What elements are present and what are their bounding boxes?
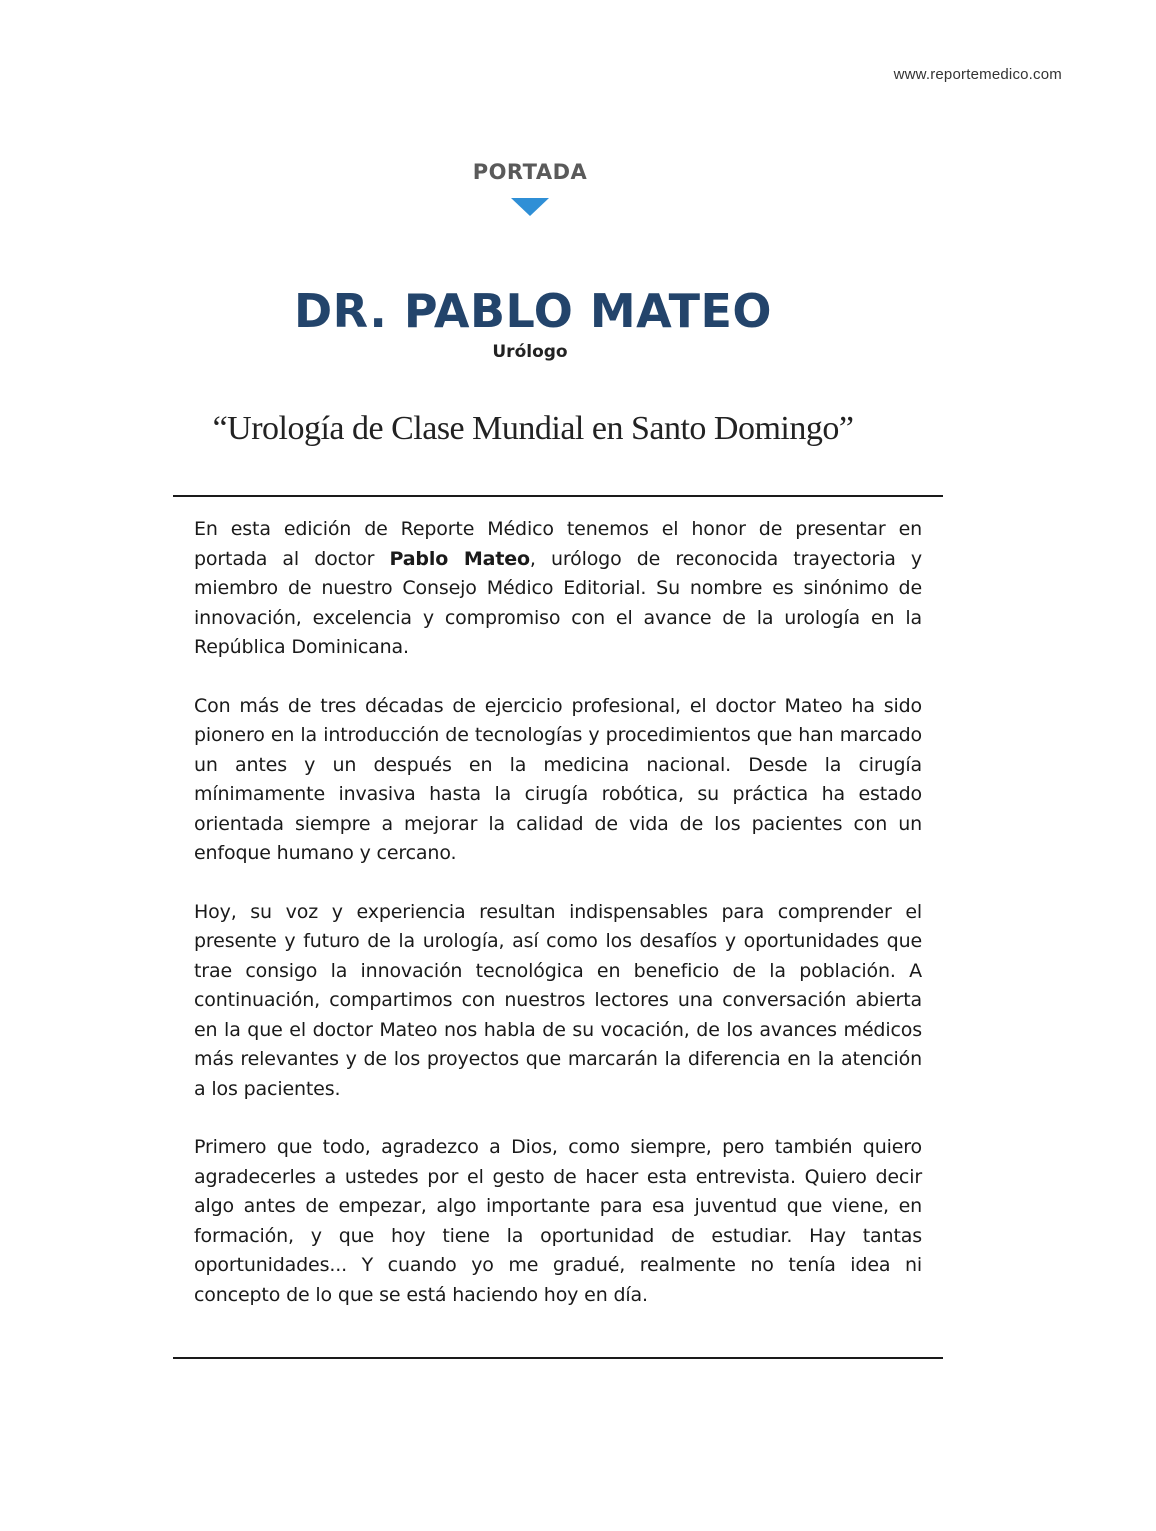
article-paragraph-2: Con más de tres décadas de ejercicio profesional, el doctor Mateo ha sido pionero en la introducción de tecnologías y procedimientos que han marcado un antes y un después en la medicina nacional. Desde la cirugía mínimamente invasiva hasta la cirugía robótica, su práctica ha estado orientada siempre a mejorar la calidad de vida de los pacientes con un enfoque humano y cercano. <box>194 694 922 864</box>
page-title: DR. PABLO MATEO <box>293 284 773 338</box>
p1-bold-name: Pablo Mateo <box>389 547 530 570</box>
site-url[interactable]: www.reportemedico.com <box>893 66 1062 83</box>
section-label: PORTADA <box>472 160 588 184</box>
article-body <box>194 515 922 1339</box>
p1-text-before: En esta edición de Reporte Médico tenemos el honor de presentar en portada al doctor <box>194 518 922 570</box>
article-paragraph-4: Primero que todo, agradezco a Dios, como siempre, pero también quiero agradecerles a ustedes por el gesto de hacer esta entrevista. Quiero decir algo antes de empezar, algo importante para esa juventud que viene, en formación, y que hoy tiene la oportunidad de estudiar. Hay tantas oportunidades... Y cuando yo me gradué, realmente no tenía idea ni concepto de lo que se está haciendo hoy en día. <box>194 1136 922 1306</box>
top-divider <box>173 495 943 497</box>
article-paragraph-1 <box>194 515 922 663</box>
triangle-down-icon <box>511 198 549 216</box>
headline-quote: “Urología de Clase Mundial en Santo Domingo” <box>212 410 854 447</box>
article-paragraph-3: Hoy, su voz y experiencia resultan indispensables para comprender el presente y futuro de la urología, así como los desafíos y oportunidades que trae consigo la innovación tecnológica en beneficio de la población. A continuación, compartimos con nuestros lectores una conversación abierta en la que el doctor Mateo nos habla de su vocación, de los avances médicos más relevantes y de los proyectos que marcarán la diferencia en la atención a los pacientes. <box>194 900 922 1100</box>
doctor-specialty: Urólogo <box>492 342 568 362</box>
p1-text-after: , urólogo de reconocida trayectoria y miembro de nuestro Consejo Médico Editorial. Su nombre es sinónimo de innovación, excelencia y compromiso con el avance de la urología en la República Dominicana. <box>194 547 922 658</box>
bottom-divider <box>173 1357 943 1359</box>
